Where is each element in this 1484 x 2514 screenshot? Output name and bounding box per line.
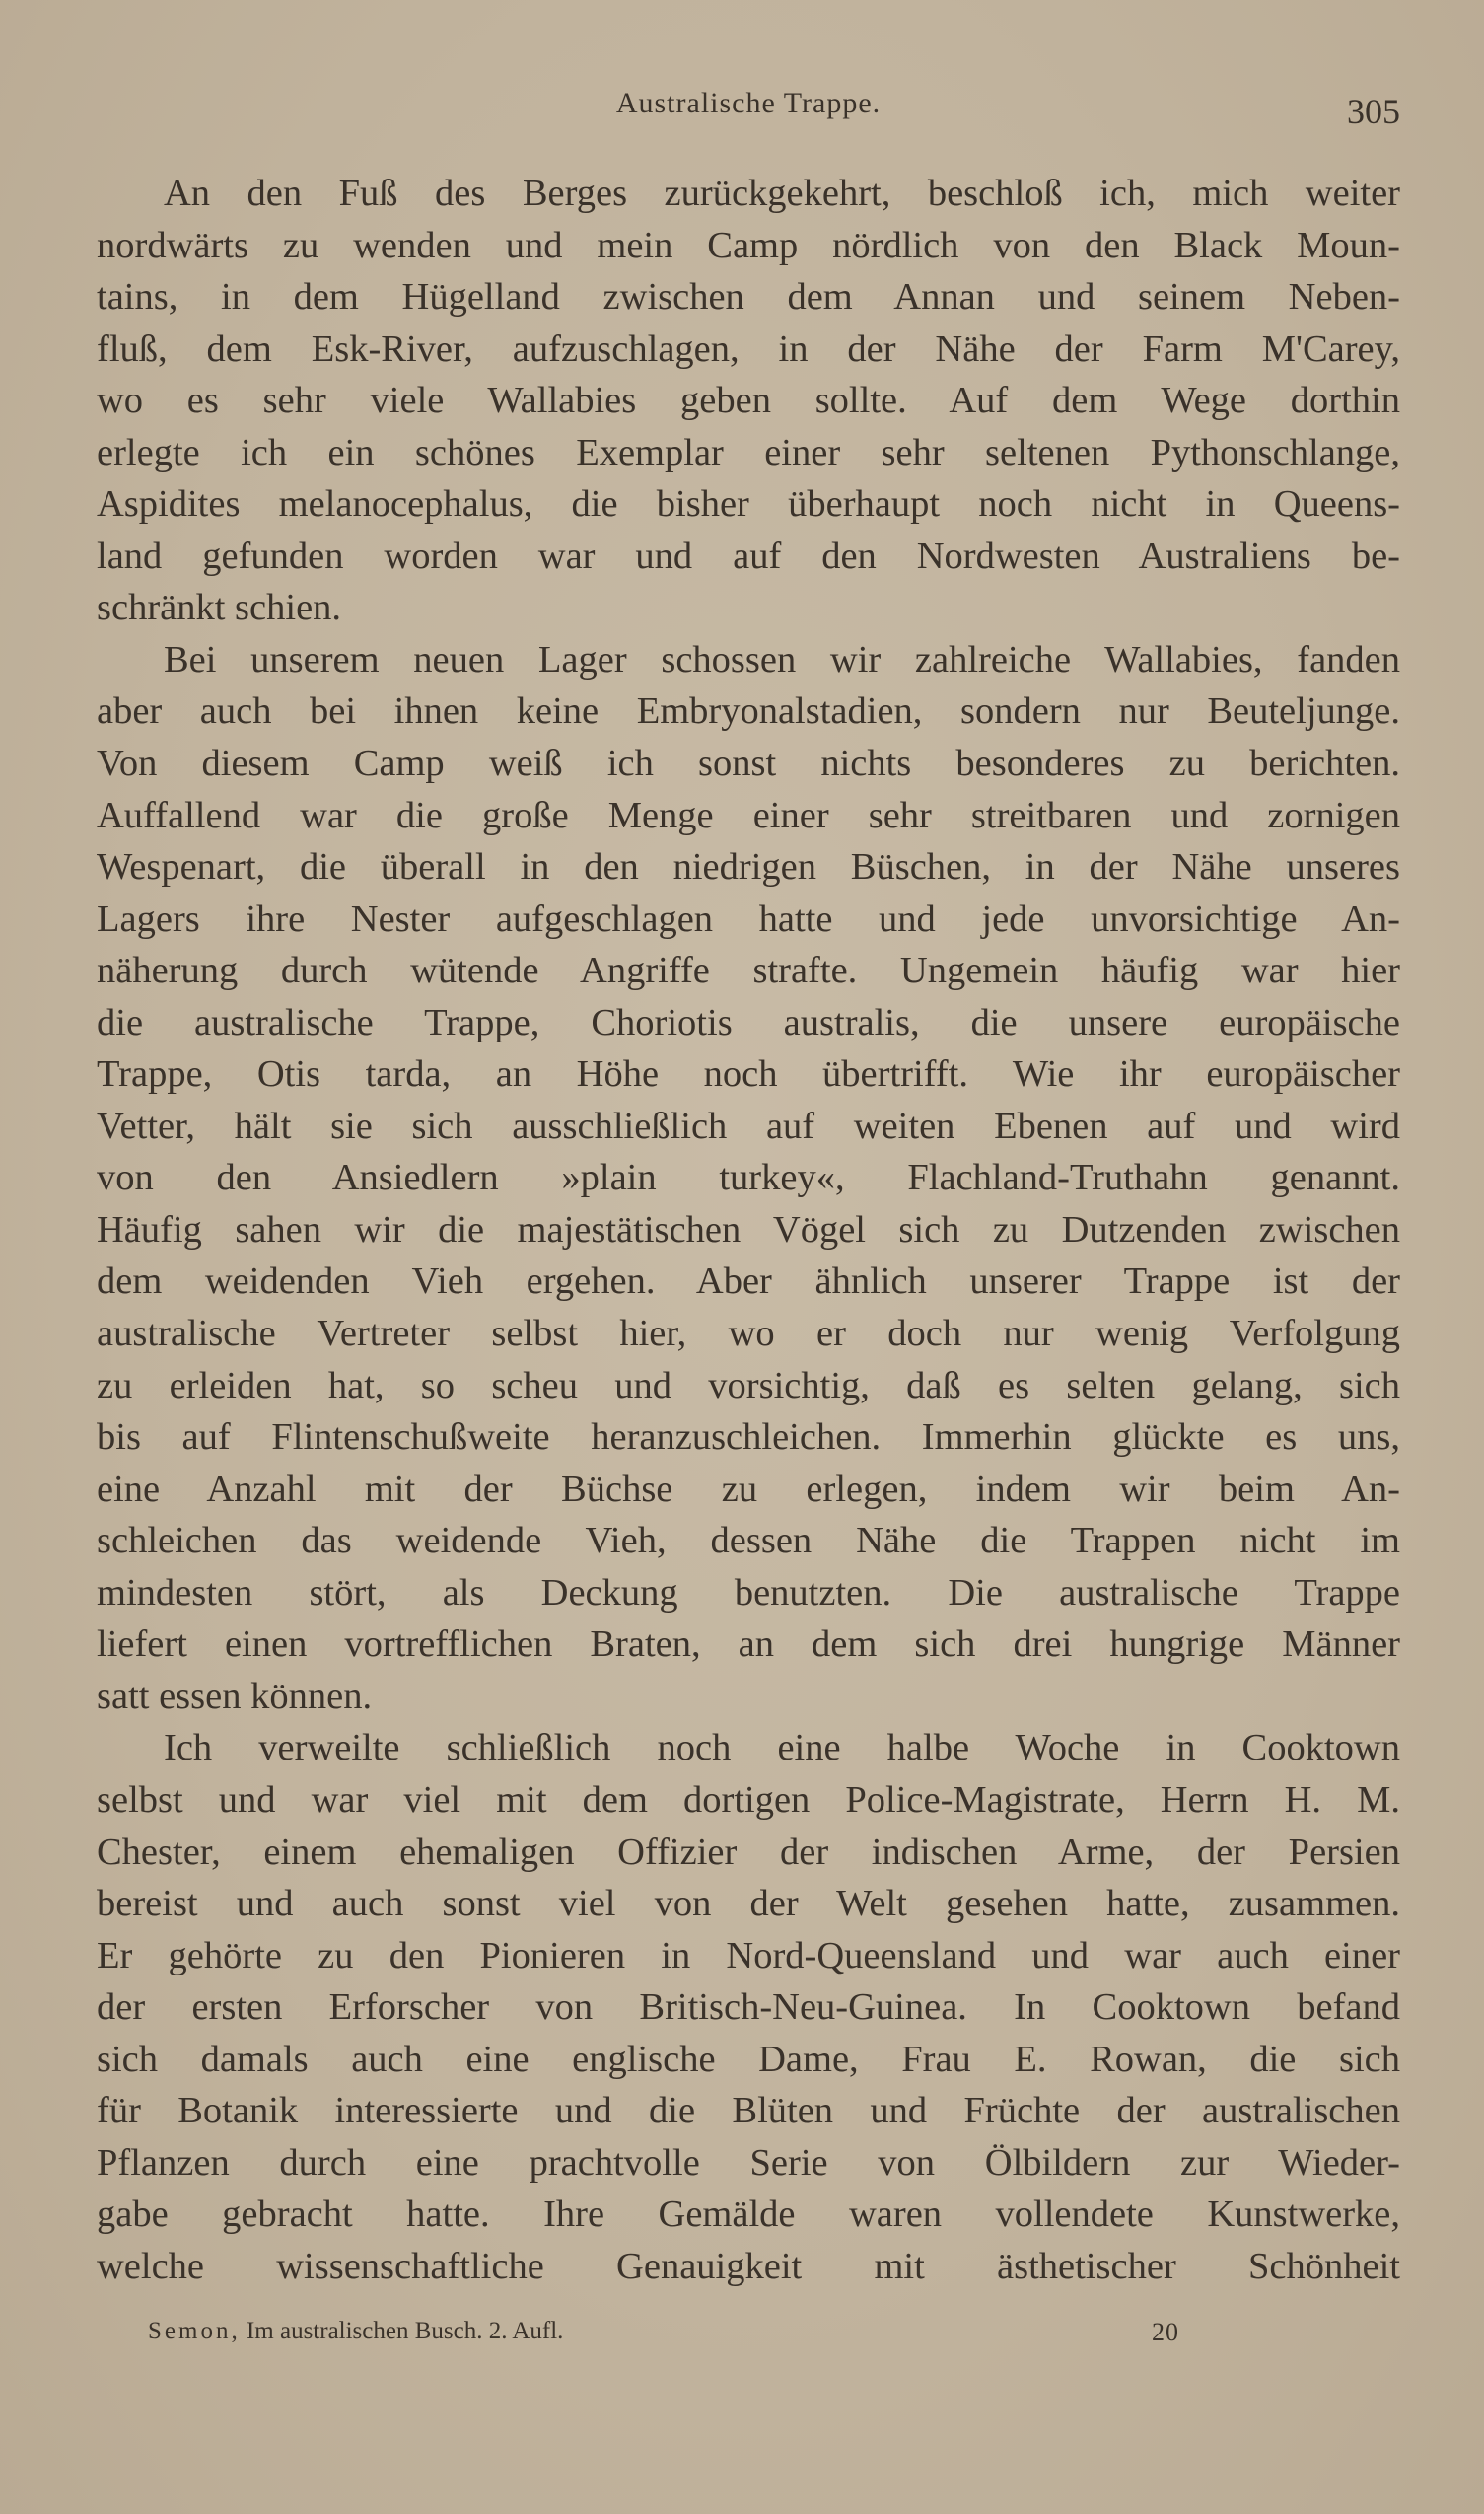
page-number: 305	[1347, 92, 1400, 131]
text-line: tains, in dem Hügelland zwischen dem Annan und seinem Neben-	[97, 276, 1400, 319]
body-text	[97, 168, 1400, 2292]
text-line: aber auch bei ihnen keine Embryonalstadien, sondern nur Beuteljunge.	[97, 690, 1400, 733]
text-line: liefert einen vortrefflichen Braten, an dem sich drei hungrige Männer	[97, 1623, 1400, 1666]
footer-edition: 2. Aufl.	[488, 2318, 564, 2344]
text-line: bis auf Flintenschußweite heranzuschleichen. Immerhin glückte es uns,	[97, 1416, 1400, 1459]
text-line: Er gehörte zu den Pionieren in Nord-Queensland und war auch einer	[97, 1934, 1400, 1976]
text-line: Vetter, hält sie sich ausschließlich auf weiten Ebenen auf und wird	[97, 1105, 1400, 1147]
text-line: Häufig sahen wir die majestätischen Vögel sich zu Dutzenden zwischen	[97, 1208, 1400, 1251]
text-line: die australische Trappe, Choriotis australis, die unsere europäische	[97, 1001, 1400, 1043]
text-line: schränkt schien.	[97, 587, 342, 629]
text-line: gabe gebracht hatte. Ihre Gemälde waren vollendete Kunstwerke,	[97, 2193, 1400, 2236]
footer-citation	[148, 2318, 563, 2345]
page-footer	[148, 2318, 1193, 2357]
text-line: Wespenart, die überall in den niedrigen Büschen, in der Nähe unseres	[97, 846, 1400, 889]
text-line: zu erleiden hat, so scheu und vorsichtig, daß es selten gelang, sich	[97, 1364, 1400, 1406]
running-title: Australische Trappe.	[615, 87, 882, 119]
text-line: bereist und auch sonst viel von der Welt gesehen hatte, zusammen.	[97, 1883, 1400, 1925]
text-line: australische Vertreter selbst hier, wo er doch nur wenig Verfolgung	[97, 1313, 1400, 1355]
footer-author: Semon,	[148, 2318, 241, 2344]
text-line: Lagers ihre Nester aufgeschlagen hatte und jede unvorsichtige An-	[97, 898, 1400, 940]
text-line: wo es sehr viele Wallabies geben sollte. Auf dem Wege dorthin	[97, 380, 1400, 422]
text-line: Pflanzen durch eine prachtvolle Serie von Ölbildern zur Wieder-	[97, 2141, 1400, 2184]
text-line: Auffallend war die große Menge einer sehr streitbaren und zornigen	[97, 794, 1400, 836]
text-line: welche wissenschaftliche Genauigkeit mit ästhetischer Schönheit	[97, 2245, 1400, 2287]
text-line: Chester, einem ehemaligen Offizier der indischen Arme, der Persien	[97, 1831, 1400, 1873]
text-line: von den Ansiedlern »plain turkey«, Flachland-Truthahn genannt.	[97, 1157, 1400, 1199]
text-line: eine Anzahl mit der Büchse zu erlegen, indem wir beim An-	[97, 1468, 1400, 1510]
paragraph	[97, 634, 1400, 1722]
text-line: Trappe, Otis tarda, an Höhe noch übertrifft. Wie ihr europäischer	[97, 1053, 1400, 1096]
page-header	[97, 83, 1400, 142]
text-line: Aspidites melanocephalus, die bisher überhaupt noch nicht in Queens-	[97, 483, 1400, 526]
text-line: An den Fuß des Berges zurückgekehrt, beschloß ich, mich weiter	[164, 173, 1400, 214]
text-line: näherung durch wütende Angriffe strafte. Ungemein häufig war hier	[97, 950, 1400, 992]
text-line: selbst und war viel mit dem dortigen Police-Magistrate, Herrn H. M.	[97, 1778, 1400, 1821]
text-line: Ich verweilte schließlich noch eine halbe Woche in Cooktown	[164, 1727, 1400, 1769]
text-line: sich damals auch eine englische Dame, Frau E. Rowan, die sich	[97, 2038, 1400, 2080]
text-line: nordwärts zu wenden und mein Camp nördlich von den Black Moun-	[97, 224, 1400, 266]
text-line: erlegte ich ein schönes Exemplar einer sehr seltenen Pythonschlange,	[97, 431, 1400, 473]
text-line: Bei unserem neuen Lager schossen wir zahlreiche Wallabies, fanden	[164, 638, 1400, 681]
text-line: schleichen das weidende Vieh, dessen Nähe die Trappen nicht im	[97, 1520, 1400, 1562]
text-line: für Botanik interessierte und die Blüten und Früchte der australischen	[97, 2090, 1400, 2132]
text-line: Von diesem Camp weiß ich sonst nichts besonderes zu berichten.	[97, 743, 1400, 785]
text-line: der ersten Erforscher von Britisch-Neu-Guinea. In Cooktown befand	[97, 1986, 1400, 2029]
text-line: fluß, dem Esk-River, aufzuschlagen, in der Nähe der Farm M'Carey,	[97, 327, 1400, 370]
paragraph	[97, 168, 1400, 634]
text-line: land gefunden worden war und auf den Nordwesten Australiens be-	[97, 535, 1400, 577]
text-line: dem weidenden Vieh ergehen. Aber ähnlich unserer Trappe ist der	[97, 1260, 1400, 1303]
signature-mark: 20	[1152, 2318, 1179, 2346]
text-line: mindesten stört, als Deckung benutzten. Die australische Trappe	[97, 1571, 1400, 1614]
text-line: satt essen können.	[97, 1675, 373, 1717]
paragraph	[97, 1722, 1400, 2292]
footer-title: Im australischen Busch.	[246, 2318, 483, 2344]
paragraphs-container	[97, 168, 1400, 2292]
